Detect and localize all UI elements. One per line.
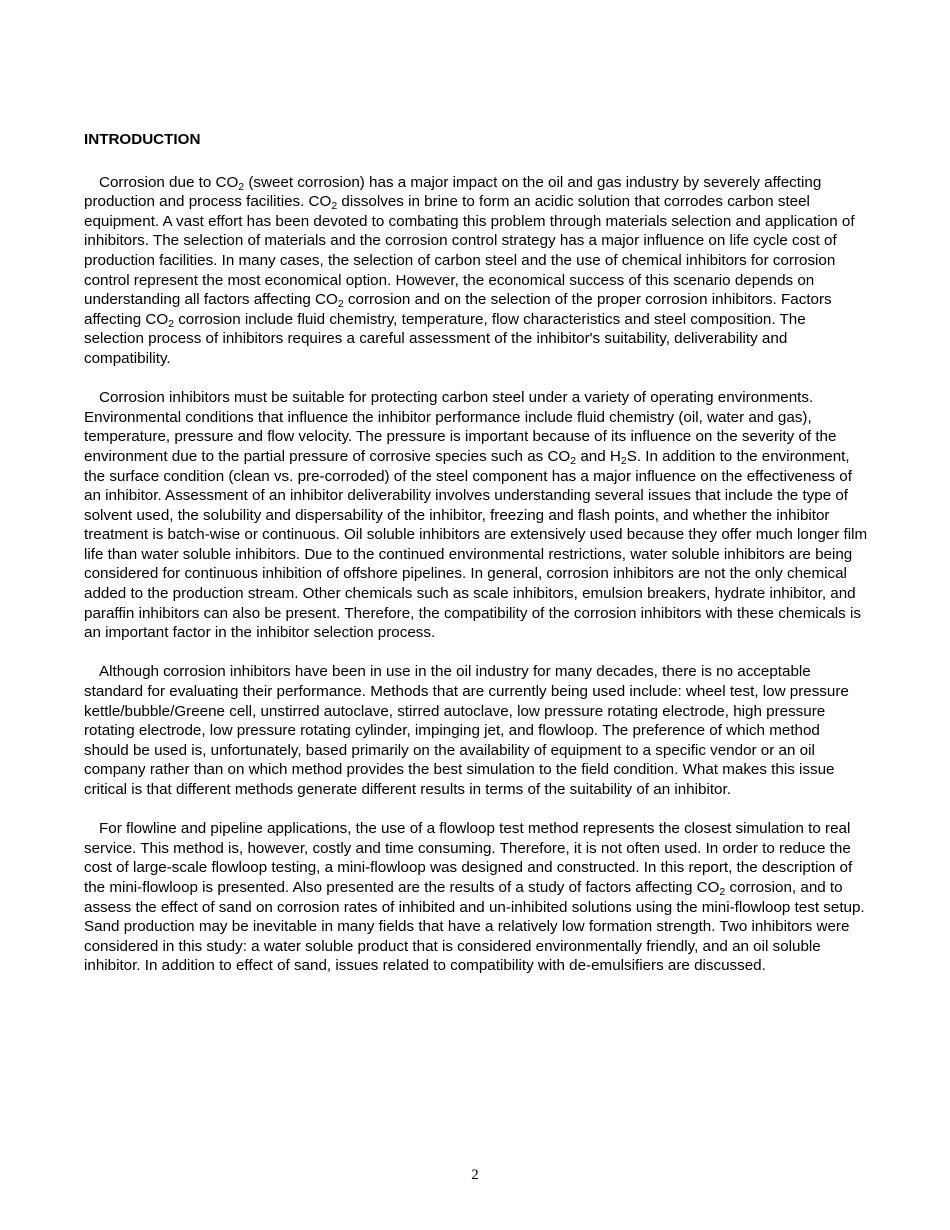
subscript: 2 (337, 298, 344, 311)
paragraph-4 (84, 819, 868, 976)
text-segment: S. In addition to the environment, the surface condition (clean vs. pre-corroded) of the steel component has a major influence on the effectiveness of an inhibitor. Assessment of an inhibitor deliverability involves understanding several issues that include the type of solvent used, the solubility and dispersability of the inhibitor, freezing and flash points, and whether the inhibitor treatment is batch-wise or continuous. Oil soluble inhibitors are extensively used because they offer much longer film life than water soluble inhibitors. Due to the continued environmental restrictions, water soluble inhibitors are being considered for continuous inhibition of offshore pipelines. In general, corrosion inhibitors are not the only chemical added to the production stream. Other chemicals such as scale inhibitors, emulsion breakers, hydrate inhibitor, and paraffin inhibitors can also be present. Therefore, the compatibility of the corrosion inhibitors with these chemicals is an important factor in the inhibitor selection process. (84, 447, 868, 642)
text-segment: corrosion, and to assess the effect of sand on corrosion rates of inhibited and un-inhibited solutions using the mini-flowloop test setup. Sand production may be inevitable in many fields that have a relatively low formation strength. Two inhibitors were considered in this study: a water soluble product that is considered environmentally friendly, and an oil soluble inhibitor. In addition to effect of sand, issues related to compatibility with de-emulsifiers are discussed. (84, 878, 865, 975)
text-segment: Although corrosion inhibitors have been in use in the oil industry for many decades, there is no acceptable standard for evaluating their performance. Methods that are currently being used include: wheel test, low pressure kettle/bubble/Greene cell, unstirred autoclave, stirred autoclave, low pressure rotating electrode, high pressure rotating electrode, low pressure rotating cylinder, impinging jet, and flowloop. The preference of which method should be used is, unfortunately, based primarily on the availability of equipment to a specific vendor or an oil company rather than on which method provides the best simulation to the field condition. What makes this issue critical is that different methods generate different results in terms of the suitability of an inhibitor. (84, 663, 849, 798)
section-heading: INTRODUCTION (84, 131, 201, 148)
subscript: 2 (331, 200, 338, 213)
subscript: 2 (570, 454, 577, 467)
page-number: 2 (471, 1167, 479, 1183)
text-segment: and H (576, 447, 621, 465)
subscript: 2 (238, 180, 245, 193)
text-segment: For flowline and pipeline applications, the use of a flowloop test method represents the closest simulation to real service. This method is, however, costly and time consuming. Therefore, it is not often used. In order to reduce the cost of large-scale flowloop testing, a mini-flowloop was designed and constructed. In this report, the description of the mini-flowloop is presented. Also presented are the results of a study of factors affecting CO (84, 820, 853, 896)
subscript: 2 (719, 885, 726, 898)
document-body (84, 130, 868, 996)
subscript: 2 (168, 317, 174, 330)
text-segment: Corrosion inhibitors must be suitable for protecting carbon steel under a variety of operating environments. Environmental conditions that influence the inhibitor performance include fluid chemistry (oil, water and gas), temperature, pressure and flow velocity. The pressure is important because of its influence on the severity of the environment due to the partial pressure of corrosive species such as CO (84, 389, 837, 465)
text-segment: (sweet corrosion) has a major impact on the oil and gas industry by severely affecting production and process facilities. CO (84, 173, 822, 211)
subscript: 2 (620, 454, 627, 467)
text-segment: corrosion and on the selection of the proper corrosion inhibitors. Factors affecting CO (84, 291, 832, 328)
paragraph-3 (84, 662, 868, 799)
paragraph-2 (84, 388, 868, 643)
paragraph-1 (84, 173, 868, 369)
text-segment: dissolves in brine to form an acidic solution that corrodes carbon steel equipment. A vast effort has been devoted to combating this problem through materials selection and application of inhibitors. The selection of materials and the corrosion control strategy has a major influence on life cycle cost of production facilities. In many cases, the selection of carbon steel and the use of chemical inhibitors for corrosion control represent the most economical option. However, the economical success of this scenario depends on understanding all factors affecting CO (84, 193, 855, 309)
text-segment: corrosion include fluid chemistry, temperature, flow characteristics and steel composition. The selection process of inhibitors requires a careful assessment of the inhibitor's suitability, deliverability and compatibility. (84, 310, 806, 367)
text-segment: Corrosion due to CO (99, 173, 239, 191)
